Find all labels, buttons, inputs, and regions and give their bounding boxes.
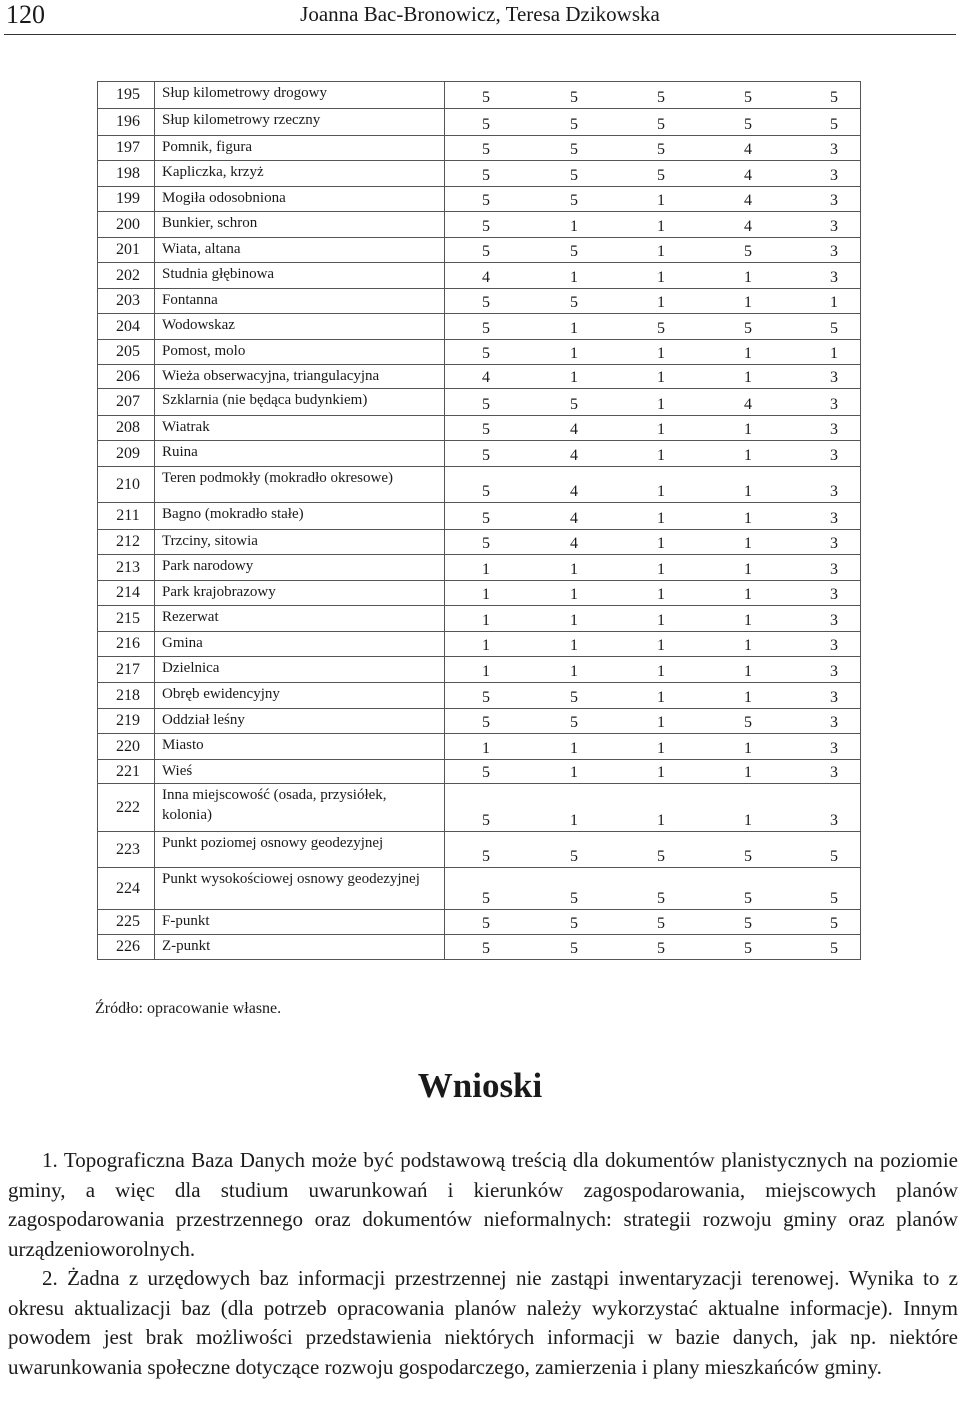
table-row [98,657,861,683]
row-number: 210 [98,467,155,503]
value-5: 3 [830,141,838,158]
object-name: Wieś [155,760,445,784]
values-cell [445,109,861,136]
value-3: 1 [657,764,665,781]
value-1: 5 [482,396,490,413]
value-1: 5 [482,890,490,907]
row-number: 195 [98,82,155,109]
row-number: 203 [98,289,155,314]
value-4: 1 [744,812,752,829]
value-5: 3 [830,764,838,781]
value-1: 1 [482,586,490,603]
value-5: 5 [830,915,838,932]
value-4: 1 [744,345,752,362]
value-2: 5 [570,89,578,106]
value-2: 4 [570,535,578,552]
object-name: Inna miejscowość (osada, przysiółek, kolonia) [155,784,445,832]
value-4: 4 [744,141,752,158]
row-number: 219 [98,709,155,734]
value-4: 5 [744,848,752,865]
value-1: 5 [482,764,490,781]
table-row [98,868,861,910]
value-2: 1 [570,269,578,286]
object-name: Bunkier, schron [155,212,445,238]
value-1: 5 [482,192,490,209]
row-number: 205 [98,340,155,365]
value-1: 1 [482,637,490,654]
value-2: 4 [570,510,578,527]
table-row [98,832,861,868]
table-row [98,289,861,314]
values-cell [445,760,861,784]
table-row [98,82,861,109]
value-5: 3 [830,167,838,184]
value-2: 5 [570,915,578,932]
value-4: 1 [744,447,752,464]
row-number: 208 [98,416,155,441]
table-row [98,467,861,503]
value-5: 3 [830,740,838,757]
object-name: Kapliczka, krzyż [155,161,445,187]
table-row [98,760,861,784]
value-2: 1 [570,740,578,757]
value-4: 1 [744,663,752,680]
table-row [98,581,861,606]
values-cell [445,441,861,467]
object-name: Trzciny, sitowia [155,530,445,555]
value-3: 1 [657,510,665,527]
values-cell [445,289,861,314]
value-4: 4 [744,218,752,235]
value-3: 1 [657,535,665,552]
value-1: 5 [482,320,490,337]
value-3: 1 [657,812,665,829]
value-4: 1 [744,740,752,757]
values-cell [445,555,861,581]
object-name: Punkt wysokościowej osnowy geodezyjnej [155,868,445,910]
value-3: 1 [657,294,665,311]
value-2: 4 [570,483,578,500]
row-number: 224 [98,868,155,910]
value-4: 1 [744,483,752,500]
value-4: 1 [744,535,752,552]
values-cell [445,709,861,734]
value-1: 5 [482,689,490,706]
object-name: Bagno (mokradło stałe) [155,503,445,530]
section-heading: Wnioski [417,1066,543,1105]
value-3: 1 [657,663,665,680]
value-3: 5 [657,141,665,158]
value-3: 1 [657,421,665,438]
value-4: 5 [744,243,752,260]
value-3: 5 [657,320,665,337]
object-name: Gmina [155,632,445,657]
table-row [98,416,861,441]
running-head-authors: Joanna Bac-Bronowicz, Teresa Dzikowska [300,2,660,26]
values-cell [445,683,861,709]
value-2: 1 [570,345,578,362]
value-5: 5 [830,890,838,907]
value-2: 1 [570,612,578,629]
value-2: 5 [570,689,578,706]
value-4: 5 [744,116,752,133]
values-cell [445,530,861,555]
value-2: 5 [570,116,578,133]
values-cell [445,161,861,187]
value-4: 1 [744,561,752,578]
row-number: 221 [98,760,155,784]
value-3: 1 [657,369,665,386]
values-cell [445,314,861,340]
value-5: 3 [830,218,838,235]
object-name: Teren podmokły (mokradło okresowe) [155,467,445,503]
value-1: 5 [482,294,490,311]
value-1: 5 [482,116,490,133]
value-2: 1 [570,764,578,781]
value-5: 1 [830,345,838,362]
row-number: 202 [98,263,155,289]
value-5: 3 [830,447,838,464]
value-1: 5 [482,167,490,184]
value-1: 4 [482,369,490,386]
objects-table [97,81,861,960]
value-3: 1 [657,689,665,706]
table-row [98,530,861,555]
page-number: 120 [6,0,45,29]
value-2: 1 [570,637,578,654]
value-4: 1 [744,510,752,527]
value-2: 1 [570,812,578,829]
value-1: 4 [482,269,490,286]
object-name: Wiata, altana [155,238,445,263]
row-number: 196 [98,109,155,136]
value-5: 1 [830,294,838,311]
table-row [98,136,861,161]
object-name: Fontanna [155,289,445,314]
value-5: 5 [830,89,838,106]
value-2: 1 [570,218,578,235]
values-cell [445,212,861,238]
row-number: 218 [98,683,155,709]
values-cell [445,910,861,935]
value-3: 1 [657,269,665,286]
table-row [98,503,861,530]
object-name: Dzielnica [155,657,445,683]
value-1: 5 [482,510,490,527]
values-cell [445,187,861,212]
value-2: 1 [570,320,578,337]
value-1: 5 [482,421,490,438]
value-4: 5 [744,89,752,106]
value-5: 3 [830,714,838,731]
table-row [98,212,861,238]
row-number: 214 [98,581,155,606]
value-2: 4 [570,447,578,464]
value-1: 5 [482,848,490,865]
conclusion-paragraph-2: 2. Żadna z urzędowych baz informacji przestrzennej nie zastąpi inwentaryzacji terenowej. Wynika to z okresu aktualizacji baz (dla potrzeb opracowania planów należy wykorzystać aktualne informacje). Innym powodem jest brak możliwości przedstawienia niektórych informacji w bazie danych, jak np. niektóre uwarunkowania społeczne dotyczące rozwoju gospodarczego, zamierzenia i plany mieszkańców gminy. [8,1266,958,1379]
value-1: 5 [482,447,490,464]
value-5: 5 [830,320,838,337]
value-3: 5 [657,167,665,184]
value-1: 5 [482,218,490,235]
table-row [98,340,861,365]
page-header [0,0,960,36]
table-row [98,263,861,289]
value-3: 1 [657,586,665,603]
object-name: Punkt poziomej osnowy geodezyjnej [155,832,445,868]
value-3: 5 [657,89,665,106]
object-name: Mogiła odosobniona [155,187,445,212]
object-name: Oddział leśny [155,709,445,734]
value-3: 1 [657,714,665,731]
object-name: Pomost, molo [155,340,445,365]
row-number: 206 [98,365,155,389]
table-row [98,606,861,632]
source-note: Źródło: opracowanie własne. [95,1000,282,1017]
value-4: 5 [744,915,752,932]
values-cell [445,734,861,760]
object-name: Wiatrak [155,416,445,441]
value-4: 1 [744,612,752,629]
value-2: 1 [570,586,578,603]
value-1: 5 [482,812,490,829]
values-cell [445,581,861,606]
value-3: 1 [657,218,665,235]
values-cell [445,365,861,389]
value-4: 5 [744,320,752,337]
table-row [98,187,861,212]
value-2: 5 [570,167,578,184]
object-name: Słup kilometrowy drogowy [155,82,445,109]
value-1: 5 [482,483,490,500]
value-4: 5 [744,940,752,957]
value-1: 5 [482,940,490,957]
value-1: 5 [482,535,490,552]
value-3: 1 [657,637,665,654]
values-cell [445,657,861,683]
value-5: 3 [830,612,838,629]
value-3: 1 [657,396,665,413]
value-2: 1 [570,663,578,680]
value-2: 5 [570,890,578,907]
value-5: 3 [830,510,838,527]
value-3: 5 [657,940,665,957]
value-3: 1 [657,447,665,464]
row-number: 204 [98,314,155,340]
row-number: 197 [98,136,155,161]
values-cell [445,935,861,960]
object-name: Rezerwat [155,606,445,632]
object-name: Szklarnia (nie będąca budynkiem) [155,389,445,416]
value-2: 5 [570,192,578,209]
value-1: 5 [482,915,490,932]
row-number: 212 [98,530,155,555]
value-5: 3 [830,637,838,654]
object-name: Studnia głębinowa [155,263,445,289]
value-4: 1 [744,637,752,654]
value-1: 5 [482,141,490,158]
value-1: 5 [482,345,490,362]
value-2: 5 [570,294,578,311]
table-row [98,935,861,960]
value-5: 3 [830,586,838,603]
value-2: 5 [570,243,578,260]
values-cell [445,784,861,832]
table-row [98,314,861,340]
value-4: 1 [744,764,752,781]
value-2: 5 [570,848,578,865]
object-name: Pomnik, figura [155,136,445,161]
value-2: 1 [570,561,578,578]
values-cell [445,868,861,910]
value-3: 5 [657,116,665,133]
value-5: 3 [830,421,838,438]
table-row [98,683,861,709]
values-cell [445,632,861,657]
row-number: 220 [98,734,155,760]
value-3: 1 [657,740,665,757]
object-name: Obręb ewidencyjny [155,683,445,709]
value-5: 5 [830,116,838,133]
values-cell [445,263,861,289]
row-number: 215 [98,606,155,632]
value-3: 1 [657,243,665,260]
value-4: 1 [744,689,752,706]
conclusions-text [8,1146,958,1382]
value-1: 5 [482,89,490,106]
value-3: 1 [657,192,665,209]
value-5: 3 [830,663,838,680]
table-row [98,109,861,136]
table-row [98,784,861,832]
value-1: 1 [482,561,490,578]
row-number: 217 [98,657,155,683]
value-4: 4 [744,167,752,184]
values-cell [445,340,861,365]
values-cell [445,416,861,441]
table-row [98,910,861,935]
value-2: 5 [570,141,578,158]
object-name: Miasto [155,734,445,760]
object-name: Wieża obserwacyjna, triangulacyjna [155,365,445,389]
values-cell [445,606,861,632]
value-5: 3 [830,396,838,413]
values-cell [445,503,861,530]
object-name: Park krajobrazowy [155,581,445,606]
value-5: 3 [830,483,838,500]
value-5: 3 [830,243,838,260]
object-name: F-punkt [155,910,445,935]
table-row [98,734,861,760]
values-cell [445,136,861,161]
value-4: 1 [744,369,752,386]
value-3: 5 [657,890,665,907]
value-5: 3 [830,561,838,578]
value-5: 3 [830,369,838,386]
row-number: 207 [98,389,155,416]
table-row [98,389,861,416]
values-cell [445,389,861,416]
table-row [98,632,861,657]
row-number: 209 [98,441,155,467]
value-3: 5 [657,915,665,932]
value-4: 1 [744,269,752,286]
value-4: 1 [744,294,752,311]
object-name: Z-punkt [155,935,445,960]
value-3: 1 [657,483,665,500]
row-number: 222 [98,784,155,832]
row-number: 226 [98,935,155,960]
value-3: 5 [657,848,665,865]
object-name: Wodowskaz [155,314,445,340]
row-number: 216 [98,632,155,657]
row-number: 198 [98,161,155,187]
value-2: 1 [570,369,578,386]
value-4: 5 [744,890,752,907]
value-2: 4 [570,421,578,438]
table-row [98,238,861,263]
row-number: 225 [98,910,155,935]
value-2: 5 [570,396,578,413]
value-5: 5 [830,940,838,957]
values-cell [445,832,861,868]
header-rule [4,34,956,35]
table-row [98,441,861,467]
value-5: 3 [830,535,838,552]
value-4: 5 [744,714,752,731]
row-number: 223 [98,832,155,868]
value-3: 1 [657,561,665,578]
value-2: 5 [570,940,578,957]
row-number: 201 [98,238,155,263]
values-cell [445,238,861,263]
row-number: 199 [98,187,155,212]
values-cell [445,82,861,109]
value-1: 5 [482,243,490,260]
value-1: 5 [482,714,490,731]
value-4: 1 [744,421,752,438]
row-number: 200 [98,212,155,238]
value-4: 1 [744,586,752,603]
value-5: 3 [830,192,838,209]
value-3: 1 [657,612,665,629]
table-row [98,709,861,734]
object-name: Słup kilometrowy rzeczny [155,109,445,136]
value-5: 3 [830,812,838,829]
value-4: 4 [744,192,752,209]
value-1: 1 [482,612,490,629]
object-name: Ruina [155,441,445,467]
table-row [98,161,861,187]
value-4: 4 [744,396,752,413]
table-row [98,365,861,389]
conclusion-paragraph-1: 1. Topograficzna Baza Danych może być podstawową treścią dla dokumentów planistycznych na poziomie gminy, a więc dla studium uwarunkowań i kierunków zagospodarowania, miejscowych planów zagospodarowania przestrzennego oraz dokumentów nieformalnych: strategii rozwoju gminy oraz planów urządzenioworolnych. [8,1148,958,1261]
table-row [98,555,861,581]
value-1: 1 [482,740,490,757]
value-5: 3 [830,269,838,286]
value-1: 1 [482,663,490,680]
values-cell [445,467,861,503]
row-number: 211 [98,503,155,530]
value-3: 1 [657,345,665,362]
row-number: 213 [98,555,155,581]
object-name: Park narodowy [155,555,445,581]
value-5: 5 [830,848,838,865]
value-5: 3 [830,689,838,706]
value-2: 5 [570,714,578,731]
